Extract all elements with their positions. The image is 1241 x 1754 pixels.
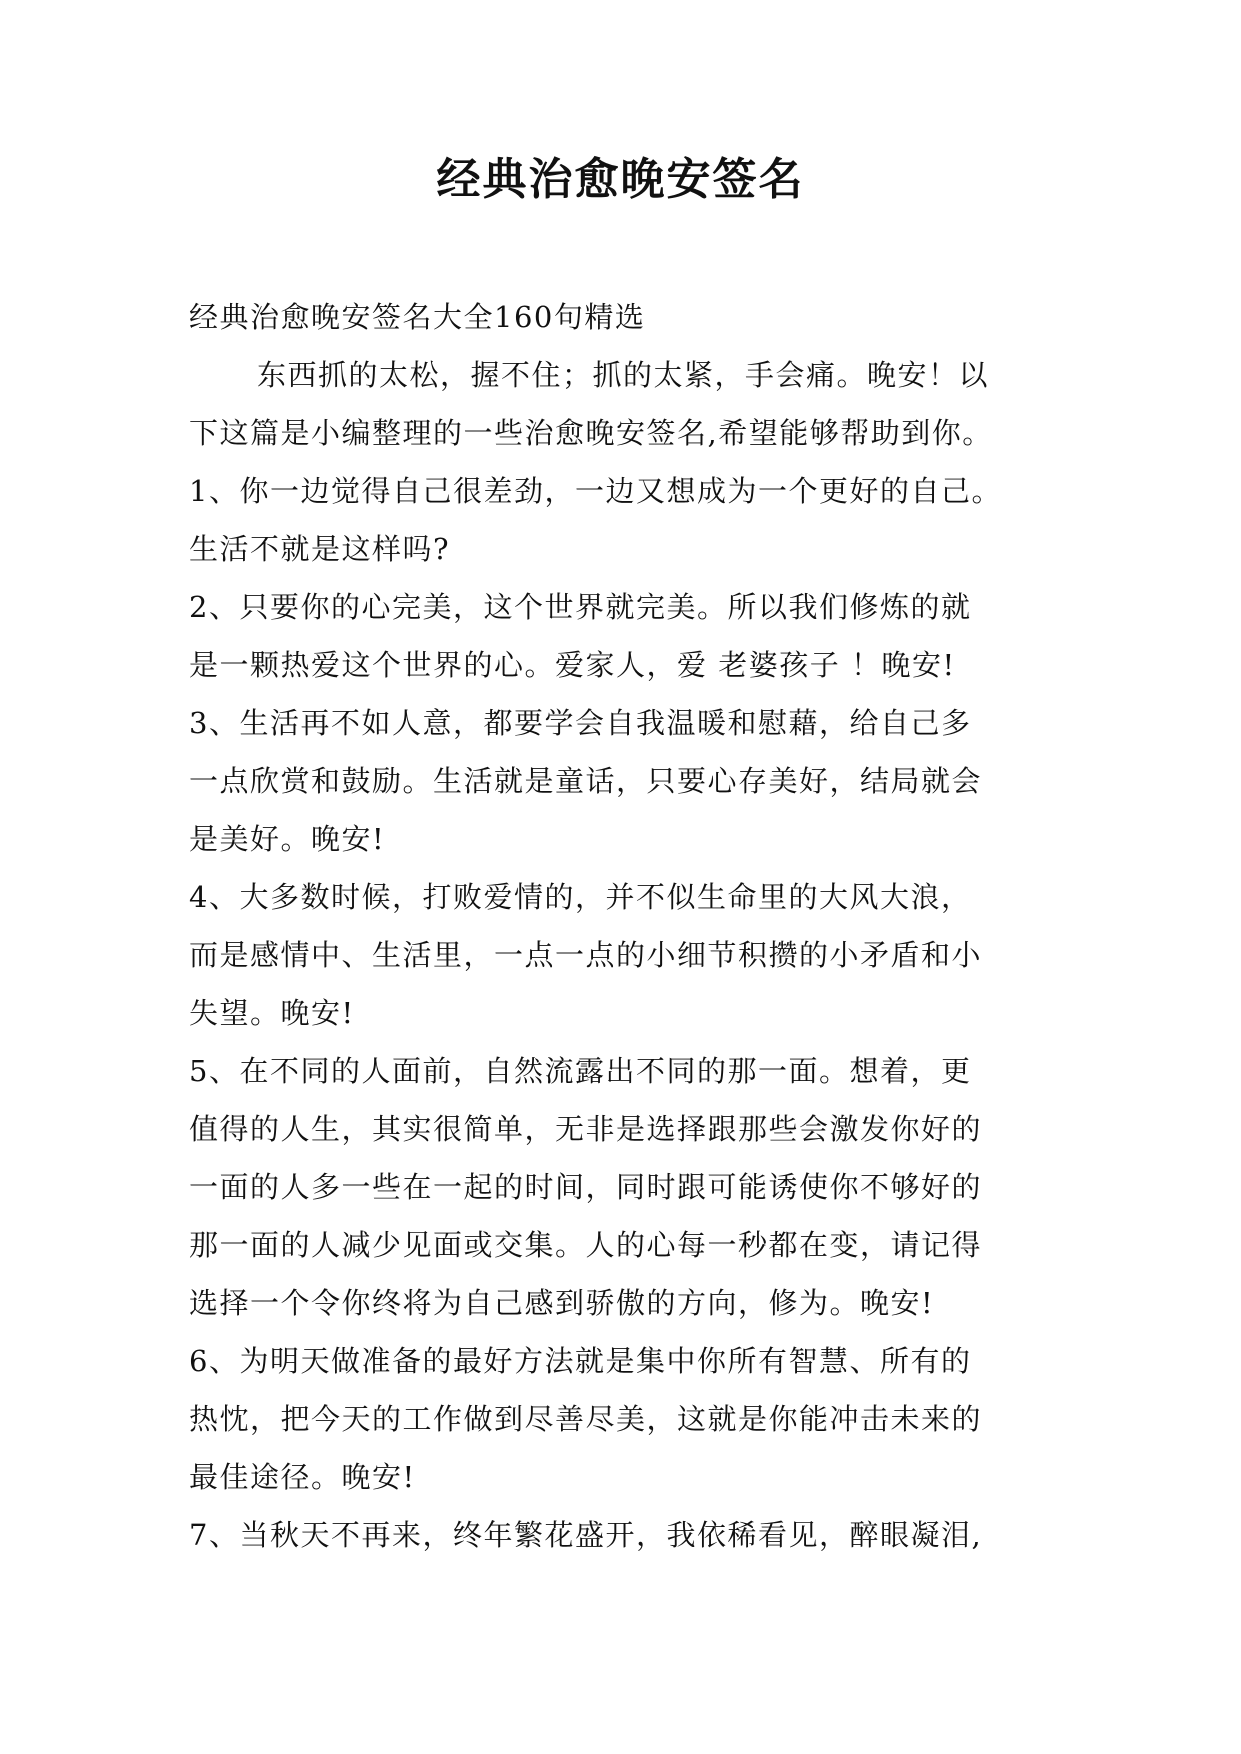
text-line: 2、只要你的心完美，这个世界就完美。所以我们修炼的就: [189, 590, 972, 624]
document-body: [189, 288, 1069, 1564]
text-line: 一面的人多一些在一起的时间，同时跟可能诱使你不够好的: [189, 1170, 983, 1204]
text-line: 选择一个令你终将为自己感到骄傲的方向，修为。晚安!: [189, 1286, 935, 1320]
text-line: 热忱，把今天的工作做到尽善尽美，这就是你能冲击未来的: [189, 1402, 983, 1436]
text-line: 是一颗热爱这个世界的心。爱家人，爱 老婆孩子 ！晚安!: [189, 648, 956, 682]
text-line: 5、在不同的人面前，自然流露出不同的那一面。想着，更: [189, 1054, 972, 1088]
text-line: 生活不就是这样吗?: [189, 532, 451, 566]
text-line: 最佳途径。晚安!: [189, 1460, 416, 1494]
text-line: 那一面的人减少见面或交集。人的心每一秒都在变，请记得: [189, 1228, 983, 1262]
text-line: 4、大多数时候，打败爱情的，并不似生命里的大风大浪，: [189, 880, 972, 914]
text-line: 东西抓的太松，握不住；抓的太紧，手会痛。晚安！以: [257, 358, 990, 392]
document-title: 经典治愈晚安签名: [436, 154, 805, 205]
text-line: 3、生活再不如人意，都要学会自我温暖和慰藉，给自己多: [189, 706, 972, 740]
text-line: 而是感情中、生活里，一点一点的小细节积攒的小矛盾和小: [189, 938, 983, 972]
document-subtitle: 经典治愈晚安签名大全160句精选: [189, 300, 646, 334]
text-line: 失望。晚安!: [189, 996, 355, 1030]
text-line: 是美好。晚安!: [189, 822, 386, 856]
text-line: 7、当秋天不再来，终年繁花盛开，我依稀看见，醉眼凝泪,: [189, 1518, 983, 1552]
text-line: 6、为明天做准备的最好方法就是集中你所有智慧、所有的: [189, 1344, 972, 1378]
text-line: 下这篇是小编整理的一些治愈晚安签名,希望能够帮助到你。: [189, 416, 993, 450]
text-line: 一点欣赏和鼓励。生活就是童话，只要心存美好，结局就会: [189, 764, 983, 798]
text-line: 1、你一边觉得自己很差劲，一边又想成为一个更好的自己。: [189, 474, 1002, 508]
text-line: 值得的人生，其实很简单，无非是选择跟那些会激发你好的: [189, 1112, 983, 1146]
paragraph-lines: [189, 346, 1069, 1564]
